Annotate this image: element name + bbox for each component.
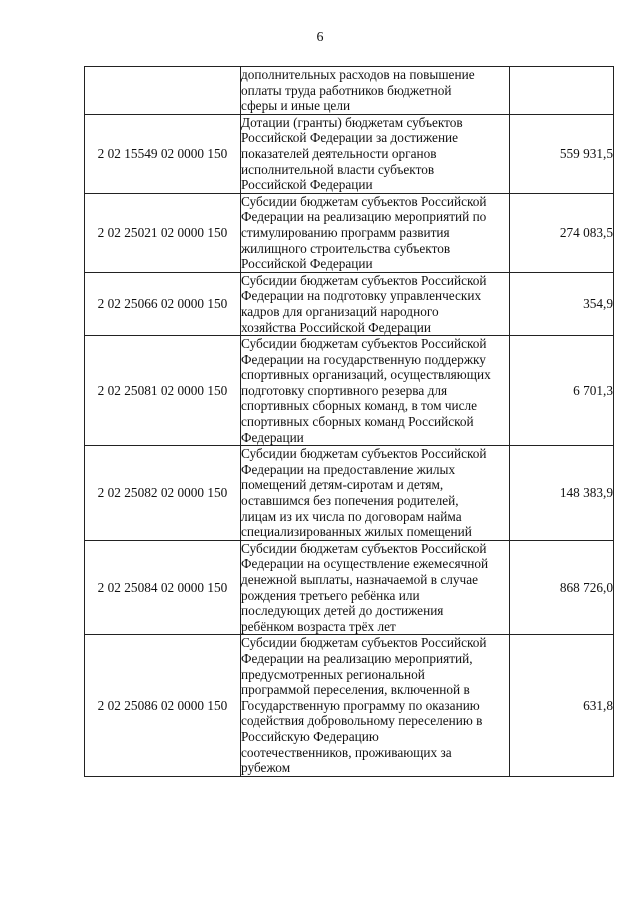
description-cell <box>241 114 510 193</box>
description-cell <box>241 67 510 115</box>
description-line: специализированных жилых помещений <box>241 524 472 540</box>
description-line: показателей деятельности органов <box>241 145 437 161</box>
description-line: Государственную программу по оказанию <box>241 697 480 713</box>
description-line: ребёнком возраста трёх лет <box>241 618 396 634</box>
description-line: Субсидии бюджетам субъектов Российской <box>241 272 487 288</box>
description-line: Федерации на государственную поддержку <box>241 351 486 367</box>
table-row <box>85 272 614 335</box>
budget-table-body <box>85 67 614 777</box>
description-cell <box>241 336 510 446</box>
description-cell <box>241 272 510 335</box>
description-line: хозяйства Российской Федерации <box>241 319 431 335</box>
table-row <box>85 67 614 115</box>
description-line: Субсидии бюджетам субъектов Российской <box>241 446 487 462</box>
description-line: Федерации <box>241 429 304 445</box>
budget-code <box>85 67 241 115</box>
description-line: спортивных организаций, осуществляющих <box>241 367 491 383</box>
budget-code: 2 02 15549 02 0000 150 <box>85 114 241 193</box>
description-line: кадров для организаций народного <box>241 303 439 319</box>
amount: 274 083,5 <box>510 193 614 272</box>
amount: 631,8 <box>510 635 614 776</box>
amount: 354,9 <box>510 272 614 335</box>
description-line: спортивных сборных команд, в том числе <box>241 398 478 414</box>
amount: 868 726,0 <box>510 540 614 635</box>
description-line: оставшимся без попечения родителей, <box>241 493 459 509</box>
description-line: программой переселения, включенной в <box>241 682 470 698</box>
description-line: Федерации на осуществление ежемесячной <box>241 556 489 572</box>
table-row <box>85 540 614 635</box>
table-row <box>85 446 614 541</box>
budget-code: 2 02 25066 02 0000 150 <box>85 272 241 335</box>
budget-code: 2 02 25081 02 0000 150 <box>85 336 241 446</box>
description-line: соотечественников, проживающих за <box>241 744 452 760</box>
budget-code: 2 02 25086 02 0000 150 <box>85 635 241 776</box>
budget-code: 2 02 25021 02 0000 150 <box>85 193 241 272</box>
table-row <box>85 336 614 446</box>
description-line: Федерации на подготовку управленческих <box>241 288 482 304</box>
description-line: оплаты труда работников бюджетной <box>241 82 452 98</box>
amount <box>510 67 614 115</box>
description-cell <box>241 193 510 272</box>
description-line: Федерации на реализацию мероприятий, <box>241 650 473 666</box>
amount: 148 383,9 <box>510 446 614 541</box>
description-line: Федерации на реализацию мероприятий по <box>241 209 487 225</box>
table-row <box>85 635 614 776</box>
description-line: Российской Федерации <box>241 177 373 193</box>
description-line: исполнительной власти субъектов <box>241 161 435 177</box>
table-row <box>85 114 614 193</box>
description-line: Субсидии бюджетам субъектов Российской <box>241 635 487 651</box>
description-line: содействия добровольному переселению в <box>241 713 483 729</box>
description-line: последующих детей до достижения <box>241 603 444 619</box>
description-line: Российской Федерации <box>241 256 373 272</box>
description-line: рубежом <box>241 760 291 776</box>
description-line: рождения третьего ребёнка или <box>241 587 420 603</box>
amount: 559 931,5 <box>510 114 614 193</box>
description-line: Российскую Федерацию <box>241 728 379 744</box>
description-cell <box>241 540 510 635</box>
description-line: Российской Федерации за достижение <box>241 130 459 146</box>
description-line: лицам из их числа по договорам найма <box>241 508 462 524</box>
description-line: Федерации на предоставление жилых <box>241 461 456 477</box>
description-line: сферы и иные цели <box>241 98 351 114</box>
description-line: Дотации (гранты) бюджетам субъектов <box>241 114 463 130</box>
budget-code: 2 02 25084 02 0000 150 <box>85 540 241 635</box>
description-line: денежной выплаты, назначаемой в случае <box>241 572 479 587</box>
page-number: 6 <box>316 30 324 45</box>
description-line: стимулированию программ развития <box>241 224 450 240</box>
description-cell <box>241 446 510 541</box>
budget-table <box>84 66 614 777</box>
description-line: подготовку спортивного резерва для <box>241 382 448 398</box>
description-line: предусмотренных региональной <box>241 666 425 682</box>
budget-code: 2 02 25082 02 0000 150 <box>85 446 241 541</box>
description-line: спортивных сборных команд Российской <box>241 414 474 430</box>
description-line: Субсидии бюджетам субъектов Российской <box>241 540 487 556</box>
description-line: жилищного строительства субъектов <box>241 240 451 256</box>
description-line: дополнительных расходов на повышение <box>241 67 475 82</box>
description-cell <box>241 635 510 776</box>
description-line: Субсидии бюджетам субъектов Российской <box>241 193 487 209</box>
table-row <box>85 193 614 272</box>
amount: 6 701,3 <box>510 336 614 446</box>
description-line: помещений детям-сиротам и детям, <box>241 477 444 493</box>
description-line: Субсидии бюджетам субъектов Российской <box>241 336 487 352</box>
